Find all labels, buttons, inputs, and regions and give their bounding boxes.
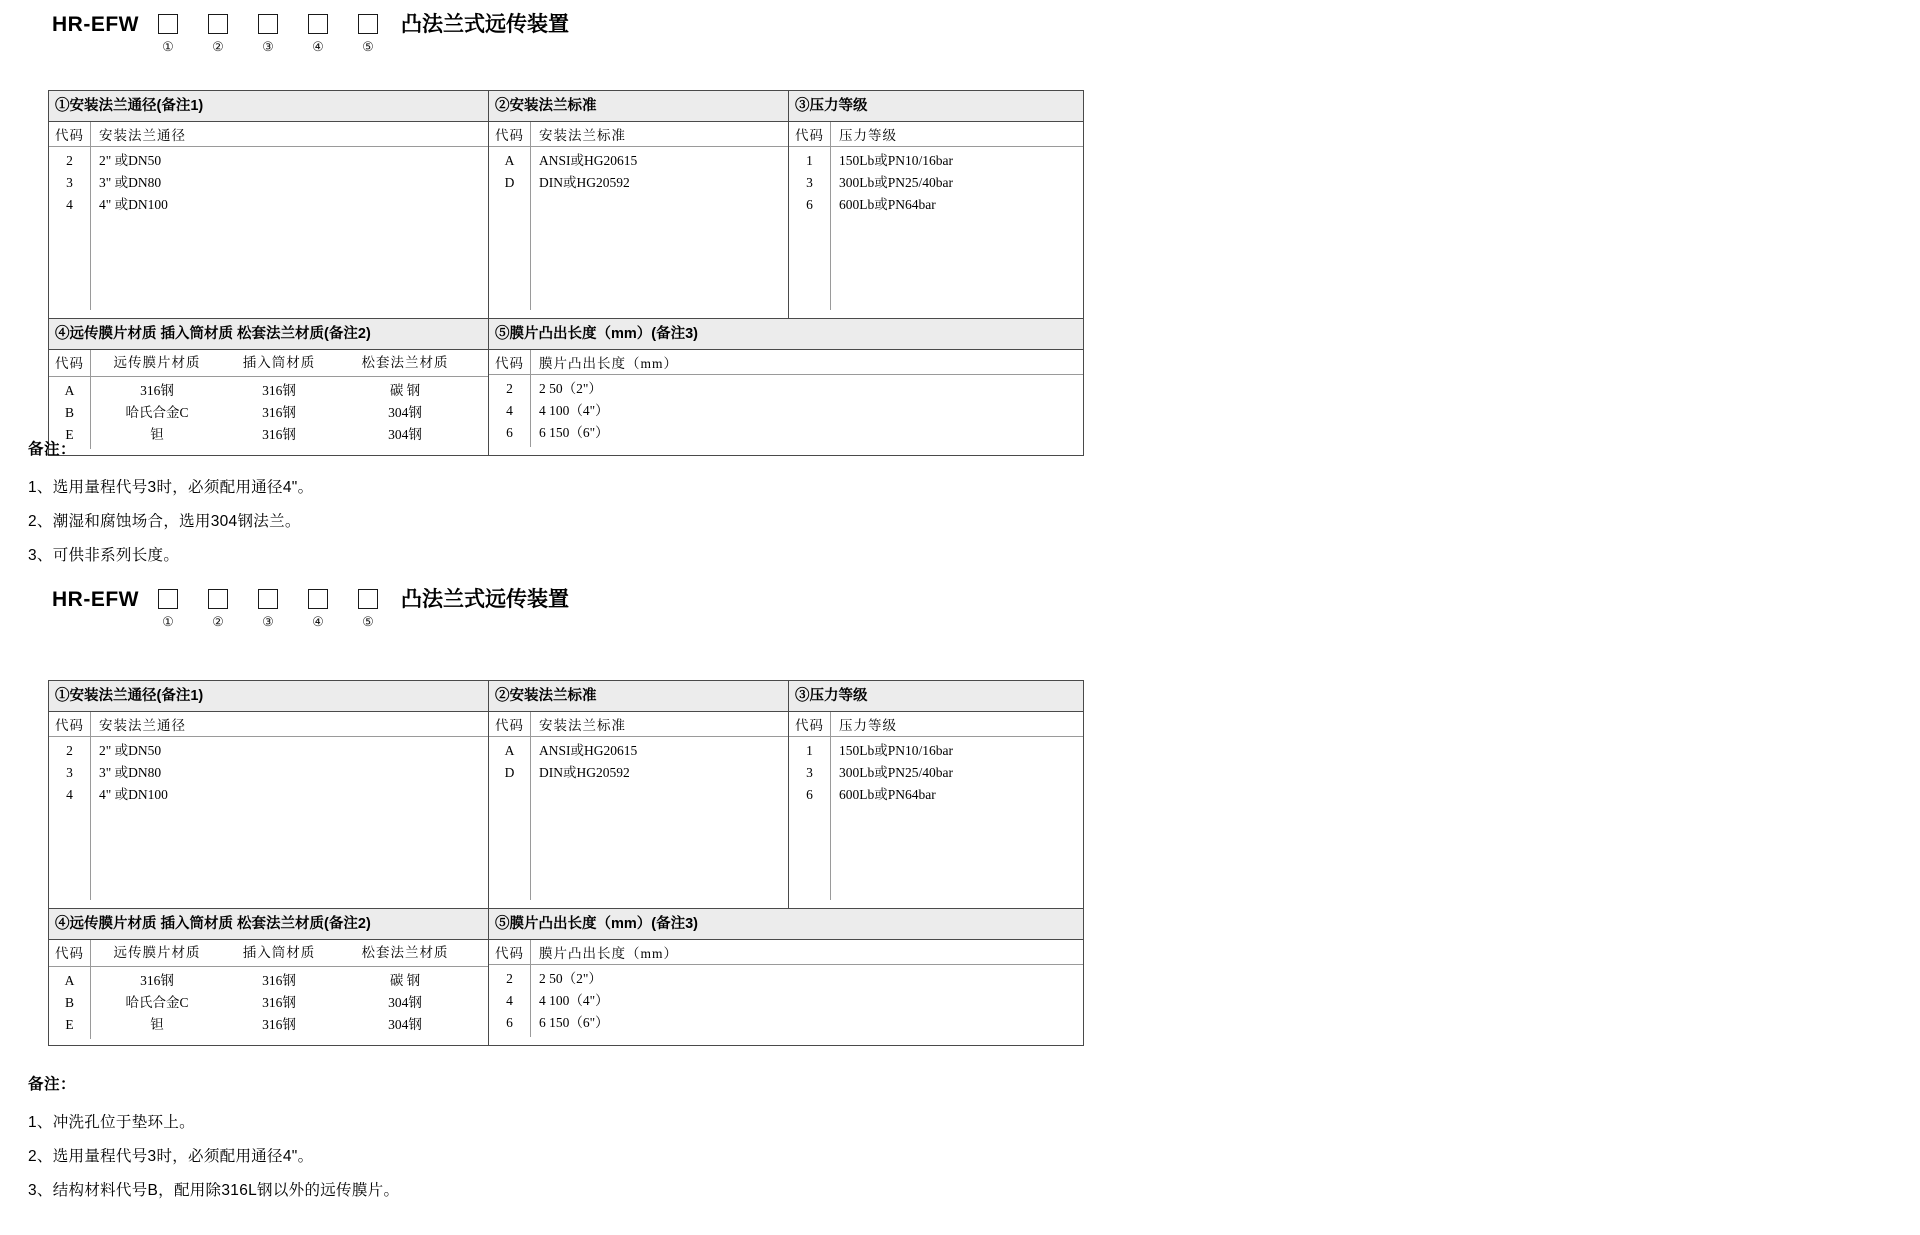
note-item: 1、选用量程代号3时，必须配用通径4"。 (28, 479, 314, 496)
group-header-cell: ④远传膜片材质 插入筒材质 松套法兰材质(备注2) (49, 909, 489, 939)
code-value: 1 (806, 743, 813, 758)
col-header-code: 代码 (489, 122, 531, 146)
material-row (91, 1014, 488, 1036)
code-box-number: ④ (312, 614, 324, 629)
code-value: A (504, 153, 515, 168)
code-box[interactable] (308, 14, 328, 34)
code-box-number: ③ (262, 39, 274, 54)
model-code-slot (243, 585, 293, 630)
code-value: 4 (66, 197, 73, 212)
model-code-slot (143, 10, 193, 55)
col-header-code: 代码 (489, 350, 531, 374)
panel-head (489, 122, 788, 147)
desc-value: 4 100（4"） (539, 993, 609, 1008)
desc-value: 150Lb或PN10/16bar (839, 743, 953, 758)
group-header-cell: ③压力等级 (795, 98, 868, 114)
code-list (49, 737, 91, 900)
material-header-cols (91, 942, 488, 964)
panel-head (489, 350, 1083, 375)
col-header-code: 代码 (789, 712, 831, 736)
panel-body (789, 737, 1083, 900)
diaphragm-material: 哈氏合金C (125, 405, 189, 420)
col-header-insert: 插入筒材质 (242, 945, 316, 960)
code-box-number: ⑤ (362, 39, 374, 54)
panel-body (489, 737, 788, 900)
desc-value: 6 150（6"） (539, 425, 609, 440)
group-header-cell: ⑤膜片凸出长度（mm）(备注3) (495, 916, 699, 932)
lap-flange-material: 碳 钢 (389, 973, 421, 988)
lap-flange-material: 碳 钢 (389, 383, 421, 398)
code-value: 1 (806, 153, 813, 168)
code-value: B (64, 405, 74, 420)
desc-list (831, 737, 1083, 900)
col-header-desc: 膜片凸出长度（mm） (539, 356, 679, 371)
code-box[interactable] (208, 14, 228, 34)
material-row (91, 380, 488, 402)
table-body-row (49, 940, 1083, 1045)
lap-flange-material: 304钢 (388, 405, 422, 420)
desc-value: 4" 或DN100 (99, 787, 168, 802)
col-header-lap-flange: 松套法兰材质 (361, 945, 449, 960)
code-box[interactable] (158, 14, 178, 34)
col-header-diaphragm: 远传膜片材质 (113, 355, 201, 370)
desc-value: 3" 或DN80 (99, 765, 162, 780)
col-header-code: 代码 (489, 712, 531, 736)
desc-value: 600Lb或PN64bar (839, 197, 936, 212)
code-box[interactable] (158, 589, 178, 609)
model-code-slot (343, 10, 393, 55)
col-header-code: 代码 (49, 350, 91, 376)
insert-material: 316钢 (262, 1017, 296, 1032)
material-row (91, 402, 488, 424)
diaphragm-material: 316钢 (140, 383, 174, 398)
col-header-desc: 安装法兰标准 (539, 718, 626, 733)
code-value: D (504, 765, 515, 780)
code-box-number: ④ (312, 39, 324, 54)
desc-value: 300Lb或PN25/40bar (839, 765, 953, 780)
desc-list (831, 147, 1083, 310)
desc-list (531, 147, 788, 310)
code-value: 2 (506, 381, 513, 396)
desc-value: 300Lb或PN25/40bar (839, 175, 953, 190)
code-value: 4 (506, 403, 513, 418)
material-row (91, 970, 488, 992)
lap-flange-material: 304钢 (388, 995, 422, 1010)
group-header-cell: ②安装法兰标准 (489, 681, 789, 711)
desc-value: 2" 或DN50 (99, 743, 162, 758)
col-header-code: 代码 (49, 940, 91, 966)
code-box[interactable] (258, 14, 278, 34)
desc-value: 6 150（6"） (539, 1015, 609, 1030)
panel-body (489, 965, 1083, 1037)
desc-value: 3" 或DN80 (99, 175, 162, 190)
table-body-row (49, 122, 1083, 319)
code-box-number: ① (162, 614, 174, 629)
panel-head (489, 940, 1083, 965)
model-code-slot (143, 585, 193, 630)
code-box[interactable] (358, 589, 378, 609)
code-box-number: ② (212, 39, 224, 54)
col-header-materials (91, 350, 488, 376)
code-box[interactable] (358, 14, 378, 34)
code-list (789, 147, 831, 310)
code-box[interactable] (208, 589, 228, 609)
panel-flange-diameter (49, 712, 489, 908)
code-list (489, 737, 531, 900)
desc-value: 2 50（2"） (539, 971, 602, 986)
col-header-insert: 插入筒材质 (242, 355, 316, 370)
group-header-cell: ①安装法兰通径(备注1) (49, 681, 489, 711)
panel-head (49, 712, 488, 737)
col-header-desc: 安装法兰通径 (99, 718, 186, 733)
code-value: 6 (506, 425, 513, 440)
panel-head (49, 350, 488, 377)
desc-list (91, 737, 488, 900)
panel-pressure-rating (789, 712, 1083, 908)
note-item: 3、结构材料代号B，配用除316L钢以外的远传膜片。 (28, 1182, 400, 1199)
group-header-cell: ⑤膜片凸出长度（mm）(备注3) (495, 326, 699, 342)
col-header-desc: 安装法兰通径 (99, 128, 186, 143)
code-value: 4 (66, 787, 73, 802)
model-code-slot (293, 10, 343, 55)
diaphragm-material: 钽 (150, 427, 164, 442)
material-header-cols (91, 352, 488, 374)
col-header-code: 代码 (49, 712, 91, 736)
spec-table-2 (48, 680, 1084, 1046)
code-box-number: ⑤ (362, 614, 374, 629)
code-value: 2 (66, 743, 73, 758)
code-value: E (65, 1017, 74, 1032)
desc-list (531, 965, 1083, 1037)
code-box-number: ③ (262, 614, 274, 629)
note-item: 2、潮湿和腐蚀场合，选用304钢法兰。 (28, 513, 301, 530)
desc-value: ANSI或HG20615 (539, 153, 638, 168)
code-value: D (504, 175, 515, 190)
code-value: 3 (806, 765, 813, 780)
insert-material: 316钢 (262, 383, 296, 398)
col-header-desc: 安装法兰标准 (539, 128, 626, 143)
panel-body (49, 737, 488, 900)
code-list (489, 965, 531, 1037)
material-row (91, 992, 488, 1014)
notes-block-1 (28, 435, 1228, 573)
insert-material: 316钢 (262, 405, 296, 420)
insert-material: 316钢 (262, 427, 296, 442)
desc-value: ANSI或HG20615 (539, 743, 638, 758)
diaphragm-material: 钽 (150, 1017, 164, 1032)
panel-extension-length (489, 940, 1083, 1045)
panel-materials (49, 940, 489, 1045)
desc-value: 150Lb或PN10/16bar (839, 153, 953, 168)
desc-value: 600Lb或PN64bar (839, 787, 936, 802)
code-value: 2 (506, 971, 513, 986)
desc-value: 2" 或DN50 (99, 153, 162, 168)
col-header-code: 代码 (489, 940, 531, 964)
panel-head (789, 122, 1083, 147)
code-box[interactable] (308, 589, 328, 609)
code-value: 3 (66, 175, 73, 190)
notes-title: 备注： (28, 441, 77, 458)
code-value: B (64, 995, 74, 1010)
insert-material: 316钢 (262, 973, 296, 988)
model-code-slot (193, 10, 243, 55)
code-value: 6 (806, 197, 813, 212)
desc-list (531, 737, 788, 900)
model-code-slot (293, 585, 343, 630)
model-prefix-2: HR-EFW (52, 588, 139, 611)
code-box-number: ① (162, 39, 174, 54)
spec-section-1 (0, 10, 1920, 564)
panel-pressure-rating (789, 122, 1083, 318)
spec-section-2 (0, 585, 1920, 1199)
code-value: A (504, 743, 515, 758)
code-list (49, 147, 91, 310)
note-item: 2、选用量程代号3时，必须配用通径4"。 (28, 1148, 314, 1165)
panel-head (789, 712, 1083, 737)
group-header-row (49, 681, 1083, 712)
panel-body (489, 147, 788, 310)
panel-head (489, 712, 788, 737)
lap-flange-material: 304钢 (388, 1017, 422, 1032)
desc-value: 4" 或DN100 (99, 197, 168, 212)
code-value: 3 (66, 765, 73, 780)
spec-table-1 (48, 90, 1084, 456)
panel-body (49, 967, 488, 1039)
model-code-slot (193, 585, 243, 630)
col-header-lap-flange: 松套法兰材质 (361, 355, 449, 370)
panel-flange-standard (489, 122, 789, 318)
code-value: 3 (806, 175, 813, 190)
code-box[interactable] (258, 589, 278, 609)
code-value: E (65, 427, 74, 442)
table-body-row (49, 712, 1083, 909)
insert-material: 316钢 (262, 995, 296, 1010)
model-code-line-1 (0, 10, 1920, 55)
code-value: 2 (66, 153, 73, 168)
code-list (489, 147, 531, 310)
lap-flange-material: 304钢 (388, 427, 422, 442)
desc-value: 2 50（2"） (539, 381, 602, 396)
group-header-cell: ④远传膜片材质 插入筒材质 松套法兰材质(备注2) (49, 319, 489, 349)
col-header-desc: 压力等级 (839, 718, 897, 733)
group-header-row (49, 909, 1083, 940)
note-item: 1、冲洗孔位于垫环上。 (28, 1114, 195, 1131)
model-prefix-1: HR-EFW (52, 13, 139, 36)
col-header-code: 代码 (789, 122, 831, 146)
notes-title: 备注： (28, 1076, 77, 1093)
col-header-diaphragm: 远传膜片材质 (113, 945, 201, 960)
note-item: 3、可供非系列长度。 (28, 547, 180, 564)
panel-body (789, 147, 1083, 310)
group-header-cell: ①安装法兰通径(备注1) (49, 91, 489, 121)
col-header-desc: 压力等级 (839, 128, 897, 143)
model-code-slot (343, 585, 393, 630)
code-value: A (64, 383, 75, 398)
desc-value: 4 100（4"） (539, 403, 609, 418)
code-value: 4 (506, 993, 513, 1008)
model-code-boxes-1 (143, 10, 393, 55)
desc-value: DIN或HG20592 (539, 175, 630, 190)
model-code-line-2 (0, 585, 1920, 630)
panel-body (49, 147, 488, 310)
panel-head (49, 122, 488, 147)
group-header-cell: ③压力等级 (795, 688, 868, 704)
model-code-boxes-2 (143, 585, 393, 630)
code-box-number: ② (212, 614, 224, 629)
code-value: A (64, 973, 75, 988)
model-title-2: 凸法兰式远传装置 (400, 588, 569, 611)
notes-block-2 (28, 1070, 1228, 1208)
model-code-slot (243, 10, 293, 55)
desc-list (91, 147, 488, 310)
col-header-materials (91, 940, 488, 966)
model-title-1: 凸法兰式远传装置 (400, 13, 569, 36)
group-header-row (49, 91, 1083, 122)
col-header-code: 代码 (49, 122, 91, 146)
desc-value: DIN或HG20592 (539, 765, 630, 780)
col-header-desc: 膜片凸出长度（mm） (539, 946, 679, 961)
panel-head (49, 940, 488, 967)
code-list (789, 737, 831, 900)
code-value: 6 (806, 787, 813, 802)
diaphragm-material: 哈氏合金C (125, 995, 189, 1010)
panel-flange-diameter (49, 122, 489, 318)
group-header-row (49, 319, 1083, 350)
group-header-cell: ②安装法兰标准 (489, 91, 789, 121)
material-grid (91, 967, 488, 1039)
code-value: 6 (506, 1015, 513, 1030)
code-list (49, 967, 91, 1039)
panel-flange-standard (489, 712, 789, 908)
diaphragm-material: 316钢 (140, 973, 174, 988)
